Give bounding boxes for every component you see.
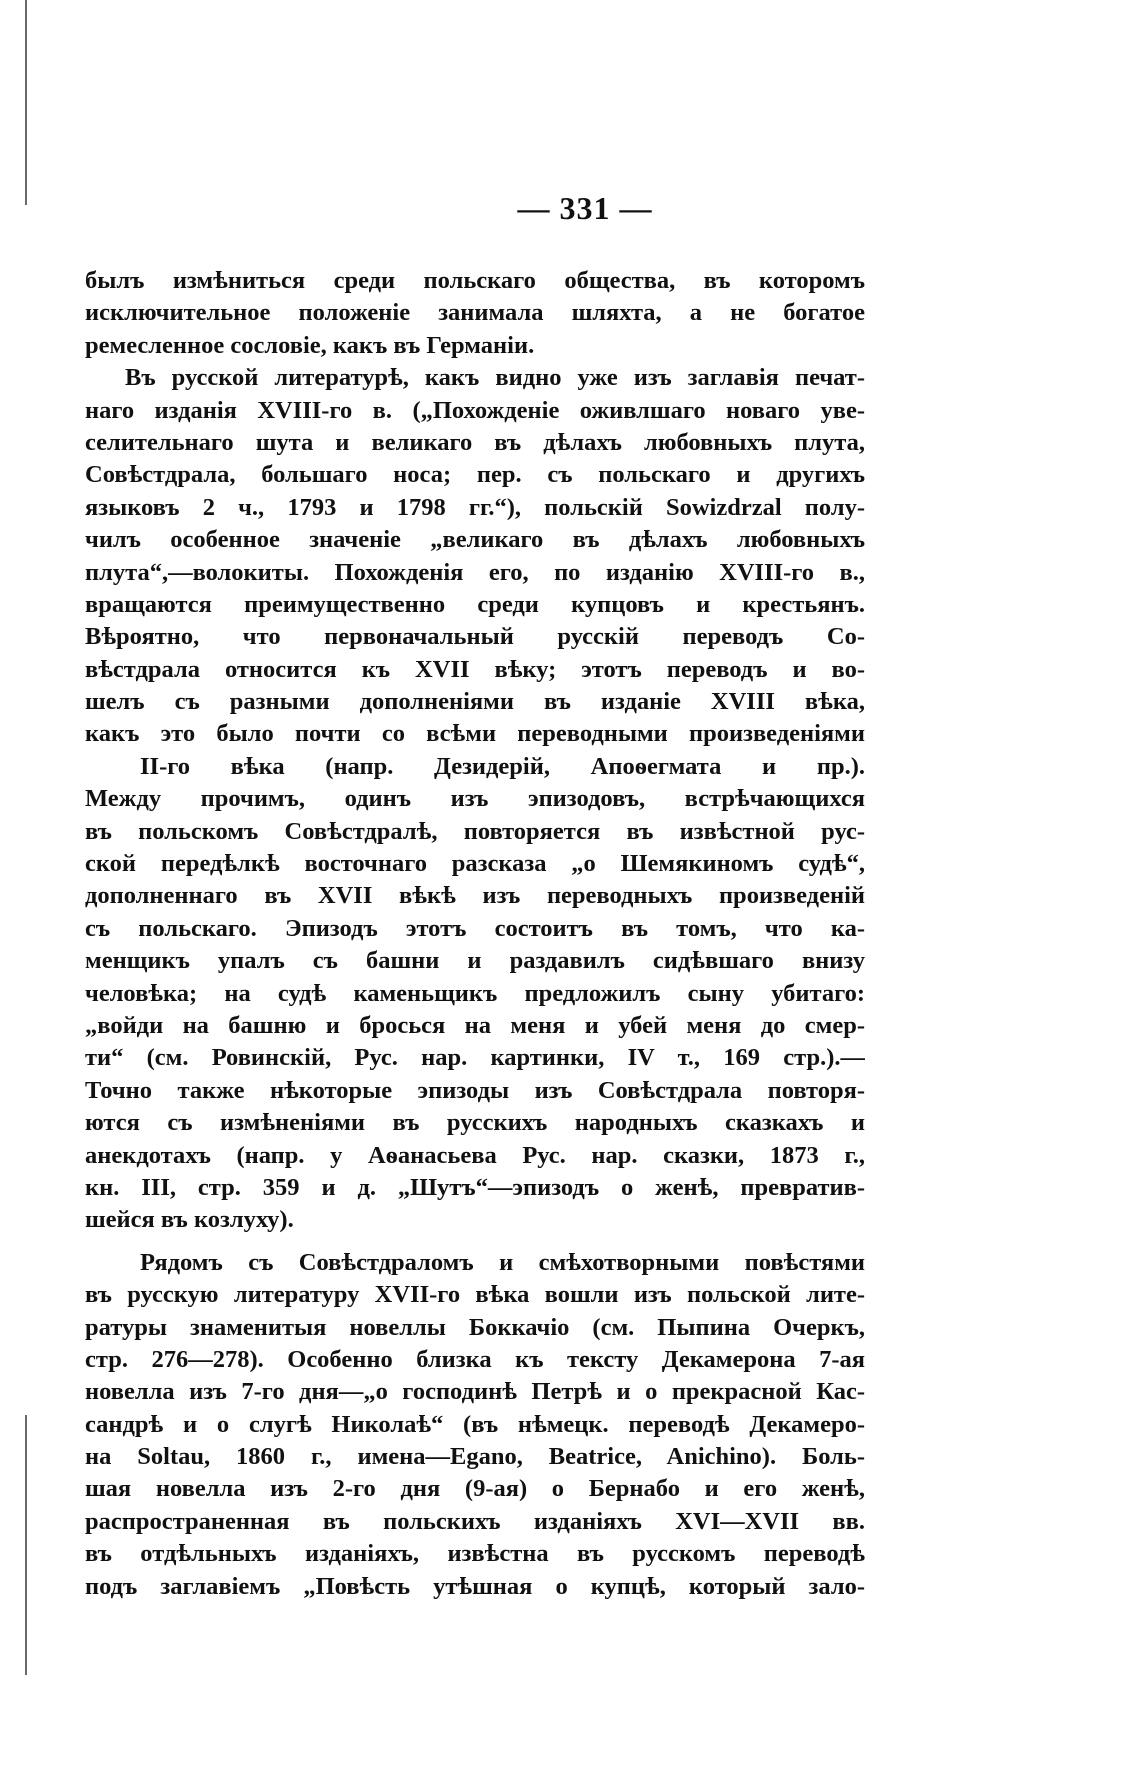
text-line: на Soltau, 1860 г., имена—Egano, Beatrice, Anichino). Боль- <box>85 1443 865 1471</box>
text-line: наго изданія XVIII-го в. („Похожденіе оживлшаго новаго уве- <box>85 396 865 424</box>
text-line: стр. 276—278). Особенно близка къ тексту Декамерона 7-ая <box>85 1345 865 1373</box>
text-line: новелла изъ 7-го дня—„о господинѣ Петрѣ и о прекрасной Кас- <box>85 1378 865 1406</box>
paragraph <box>85 362 865 1237</box>
text-line: шейся въ козлуху). <box>85 1206 294 1234</box>
text-line: шая новелла изъ 2-го дня (9-ая) о Бернабо и его женѣ, <box>85 1475 865 1503</box>
text-line: „войди на башню и бросься на меня и убей меня до смер- <box>85 1011 865 1039</box>
text-line: Въ русской литературѣ, какъ видно уже изъ заглавія печат- <box>125 364 865 392</box>
text-line: въ польскомъ Совѣстдралѣ, повторяется въ извѣстной рус- <box>85 817 865 845</box>
text-line: человѣка; на судѣ каменьщикъ предложилъ сыну убитаго: <box>85 979 865 1007</box>
text-line: вращаются преимущественно среди купцовъ и крестьянъ. <box>85 590 865 618</box>
text-line: Точно также нѣкоторые эпизоды изъ Совѣстдрала повторя- <box>85 1076 865 1104</box>
paragraph <box>85 265 865 362</box>
paragraph <box>85 1247 865 1603</box>
text-line: плута“,—волокиты. Похожденія его, по изданію XVIII-го в., <box>85 558 865 586</box>
text-line: какъ это было почти со всѣми переводными произведеніями <box>85 720 865 748</box>
text-body <box>85 265 865 1603</box>
text-line: ти“ (см. Ровинскій, Рус. нар. картинки, IV т., 169 стр.).— <box>85 1044 865 1072</box>
text-line: ются съ измѣненіями въ русскихъ народныхъ сказкахъ и <box>85 1109 865 1137</box>
scan-edge-line <box>25 0 27 205</box>
text-line: ской передѣлкѣ восточнаго разсказа „о Шемякиномъ судѣ“, <box>85 850 865 878</box>
paragraph-gap <box>85 1237 865 1247</box>
text-line: ратуры знаменитыя новеллы Боккачіо (см. Пыпина Очеркъ, <box>85 1313 865 1341</box>
text-line: языковъ 2 ч., 1793 и 1798 гг.“), польскій Sowizdrzal полу- <box>85 493 865 521</box>
text-line: анекдотахъ (напр. у Аѳанасьева Рус. нар. сказки, 1873 г., <box>85 1141 865 1169</box>
text-line: исключительное положеніе занимала шляхта, а не богатое <box>85 299 865 327</box>
text-line: дополненнаго въ XVII вѣкѣ изъ переводныхъ произведеній <box>85 882 865 910</box>
text-line: въ русскую литературу XVII-го вѣка вошли изъ польской лите- <box>85 1281 865 1309</box>
text-line: Между прочимъ, одинъ изъ эпизодовъ, встрѣчающихся <box>85 785 865 813</box>
text-line: вѣстдрала относится къ XVII вѣку; этотъ переводъ и во- <box>85 655 865 683</box>
text-line: Совѣстдрала, большаго носа; пер. съ польскаго и другихъ <box>85 461 865 489</box>
text-line: Вѣроятно, что первоначальный русскій переводъ Со- <box>85 623 865 651</box>
text-line: II-го вѣка (напр. Дезидерій, Апоѳегмата и пр.). <box>140 752 865 780</box>
text-line: кн. III, стр. 359 и д. „Шутъ“—эпизодъ о женѣ, превратив- <box>85 1173 865 1201</box>
text-line: ремесленное сословіе, какъ въ Германіи. <box>85 331 535 359</box>
page-number: — 331 — <box>517 190 653 226</box>
text-line: съ польскаго. Эпизодъ этотъ состоитъ въ томъ, что ка- <box>85 914 865 942</box>
text-line: шелъ съ разными дополненіями въ изданіе XVIII вѣка, <box>85 688 865 716</box>
text-line: былъ измѣниться среди польскаго общества, въ которомъ <box>85 267 865 294</box>
scan-edge-line <box>25 1415 27 1675</box>
text-line: распространенная въ польскихъ изданіяхъ XVI—XVII вв. <box>85 1507 865 1535</box>
text-line: сандрѣ и о слугѣ Николаѣ“ (въ нѣмецк. переводѣ Декамеро- <box>85 1410 865 1438</box>
text-line: чилъ особенное значеніе „великаго въ дѣлахъ любовныхъ <box>85 526 865 554</box>
text-line: селительнаго шута и великаго въ дѣлахъ любовныхъ плута, <box>85 428 865 456</box>
text-line: въ отдѣльныхъ изданіяхъ, извѣстна въ русскомъ переводѣ <box>85 1540 865 1568</box>
text-line: Рядомъ съ Совѣстдраломъ и смѣхотворными повѣстями <box>140 1248 865 1276</box>
text-line: подъ заглавіемъ „Повѣсть утѣшная о купцѣ, который зало- <box>85 1572 865 1600</box>
text-line: менщикъ упалъ съ башни и раздавилъ сидѣвшаго внизу <box>85 947 865 975</box>
